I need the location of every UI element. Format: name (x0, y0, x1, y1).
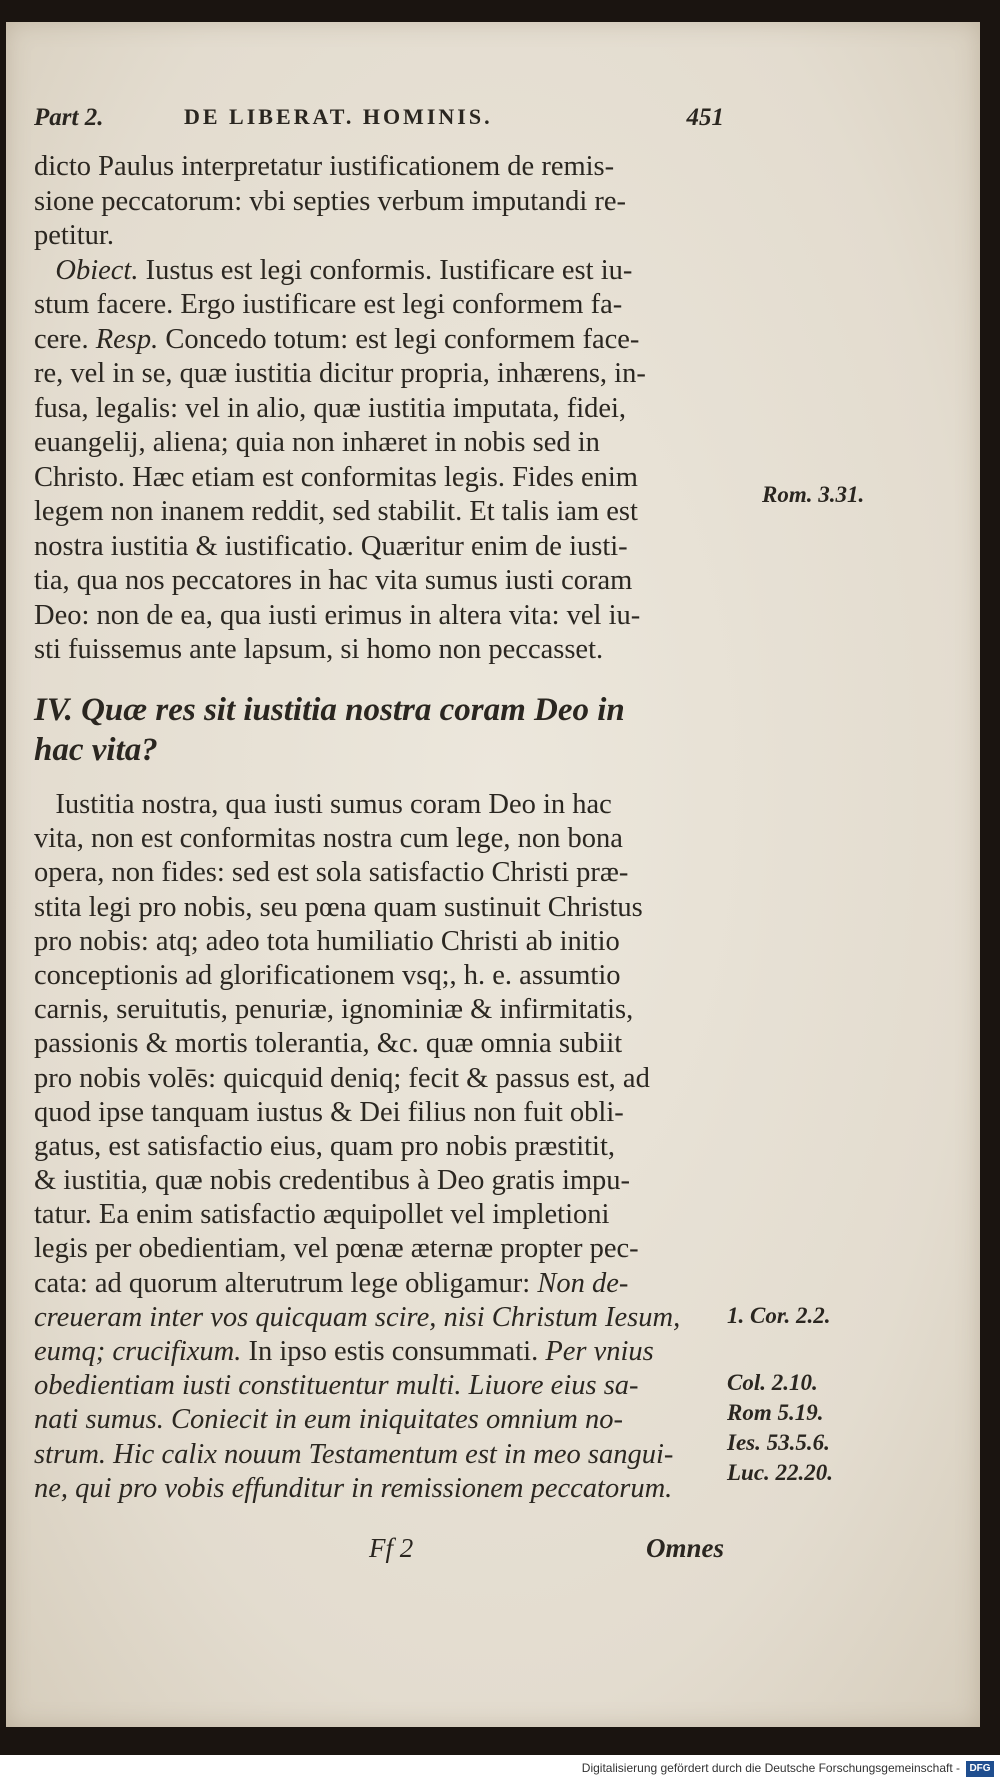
text-line: pro nobis: atq; adeo tota humiliatio Christi ab initio (34, 925, 620, 957)
text-line: dicto Paulus interpretatur iustificationem de remis- (34, 151, 615, 182)
text-line: fusa, legalis: vel in alio, quæ iustitia imputata, fidei, (34, 392, 627, 424)
credit-text: Digitalisierung gefördert durch die Deutsche Forschungsgemeinschaft - (581, 1761, 960, 1775)
heading-line: IV. Quæ res sit iustitia nostra coram Deo in (34, 692, 625, 728)
text-line (34, 1335, 724, 1369)
text-line: nostra iustitia & iustificatio. Quæritur enim de iusti- (34, 530, 628, 562)
text-span: Iustitia nostra, qua iusti sumus coram Deo in hac (55, 789, 612, 820)
text-line: tia, qua nos peccatores in hac vita sumus iusti coram (34, 565, 633, 596)
quote-line: obedientiam iusti constituentur multi. Liuore eius sa- (34, 1370, 639, 1402)
credit-strip (0, 1755, 1000, 1783)
catchword: Omnes (645, 1533, 724, 1563)
text-line: stum facere. Ergo iustificare est legi conformem fa- (34, 289, 623, 320)
text-line: re, vel in se, quæ iustitia dicitur propria, inhærens, in- (34, 358, 646, 389)
text-span: cata: ad quorum alterutrum lege obligamur: (34, 1267, 538, 1299)
text-line: Deo: non de ea, qua iusti erimus in altera vita: vel iu- (34, 599, 641, 631)
text-line: sione peccatorum: vbi septies verbum imputandi re- (34, 185, 627, 217)
marginal-text: Col. 2.10. (727, 1370, 818, 1395)
quote-span: Non de- (537, 1267, 629, 1299)
quote-line: strum. Hic calix nouum Testamentum est in meo sangui- (34, 1438, 674, 1470)
running-head-title: DE LIBERAT. HOMINIS. (184, 104, 493, 129)
response-line (34, 323, 724, 358)
section-heading (34, 690, 734, 770)
text-line: conceptionis ad glorificationem vsq;, h. e. assumtio (34, 959, 621, 991)
quote-line: creueram inter vos quicquam scire, nisi Christum Iesum, (34, 1301, 681, 1333)
response-text: Concedo totum: est legi conformem face- (158, 323, 640, 355)
text-line: euangelij, aliena; quia non inhæret in nobis sed in (34, 427, 600, 458)
paragraph-2 (34, 788, 724, 1506)
text-line: passionis & mortis tolerantia, &c. quæ omnia subiit (34, 1028, 623, 1060)
signature-mark: Ff 2 (369, 1533, 414, 1563)
marginal-note-cor (727, 1303, 831, 1333)
text-line (34, 1267, 724, 1301)
text-line: legem non inanem reddit, sed stabilit. Et talis iam est (34, 496, 638, 527)
running-head-part: Part 2. (34, 104, 104, 131)
marginal-text: Rom 5.19. (727, 1400, 824, 1425)
quote-span: eumq; crucifixum. (34, 1336, 242, 1367)
response-label: Resp. (88, 323, 159, 355)
text-line: gatus, est satisfactio eius, quam pro nobis præstitit, (34, 1130, 616, 1162)
text-line: Christo. Hæc etiam est conformitas legis. Fides enim (34, 461, 638, 493)
text-line: tatur. Ea enim satisfactio æquipollet vel impletioni (34, 1199, 610, 1231)
text-line: legis per obedientiam, vel pœnæ æternæ propter pec- (34, 1233, 639, 1265)
page-number: 451 (686, 104, 724, 131)
response-pre: cere. (34, 323, 89, 355)
text-line (34, 788, 724, 822)
page-footer (34, 1533, 724, 1567)
marginal-text: Luc. 22.20. (727, 1460, 834, 1485)
marginal-note-rom (762, 482, 864, 512)
quote-span: Per vnius (545, 1336, 654, 1367)
text-line: opera, non fides: sed est sola satisfactio Christi præ- (34, 857, 629, 889)
objection-line (34, 254, 724, 289)
quote-line: nati sumus. Coniecit in eum iniquitates omnium no- (34, 1404, 623, 1436)
heading-line: hac vita? (34, 732, 158, 768)
text-line: pro nobis volēs: quicquid deniq; fecit & passus est, ad (34, 1062, 650, 1094)
text-line: sti fuissemus ante lapsum, si homo non peccasset. (34, 634, 604, 665)
text-line: carnis, seruitutis, penuriæ, ignominiæ & infirmitatis, (34, 994, 634, 1026)
quote-line: ne, qui pro vobis effunditur in remissionem peccatorum. (34, 1472, 673, 1504)
text-span: In ipso estis consummati. (241, 1336, 546, 1367)
marginal-text: Rom. 3.31. (762, 482, 865, 507)
running-head (34, 100, 724, 140)
text-line: quod ipse tanquam iustus & Dei filius non fuit obli- (34, 1096, 624, 1128)
text-line: & iustitia, quæ nobis credentibus à Deo gratis impu- (34, 1165, 631, 1197)
objection-text: Iustus est legi conformis. Iustificare est iu- (138, 254, 633, 286)
marginal-text: 1. Cor. 2.2. (727, 1303, 831, 1328)
objection-label: Obiect. (55, 254, 139, 286)
dfg-logo: DFG (966, 1761, 994, 1777)
text-line: stita legi pro nobis, seu pœna quam sustinuit Christus (34, 891, 643, 923)
text-line: vita, non est conformitas nostra cum lege, non bona (34, 823, 623, 855)
marginal-note-group (727, 1370, 833, 1490)
marginal-text: Ies. 53.5.6. (727, 1430, 830, 1455)
text-line: petitur. (34, 220, 114, 251)
paragraph-1 (34, 150, 724, 668)
